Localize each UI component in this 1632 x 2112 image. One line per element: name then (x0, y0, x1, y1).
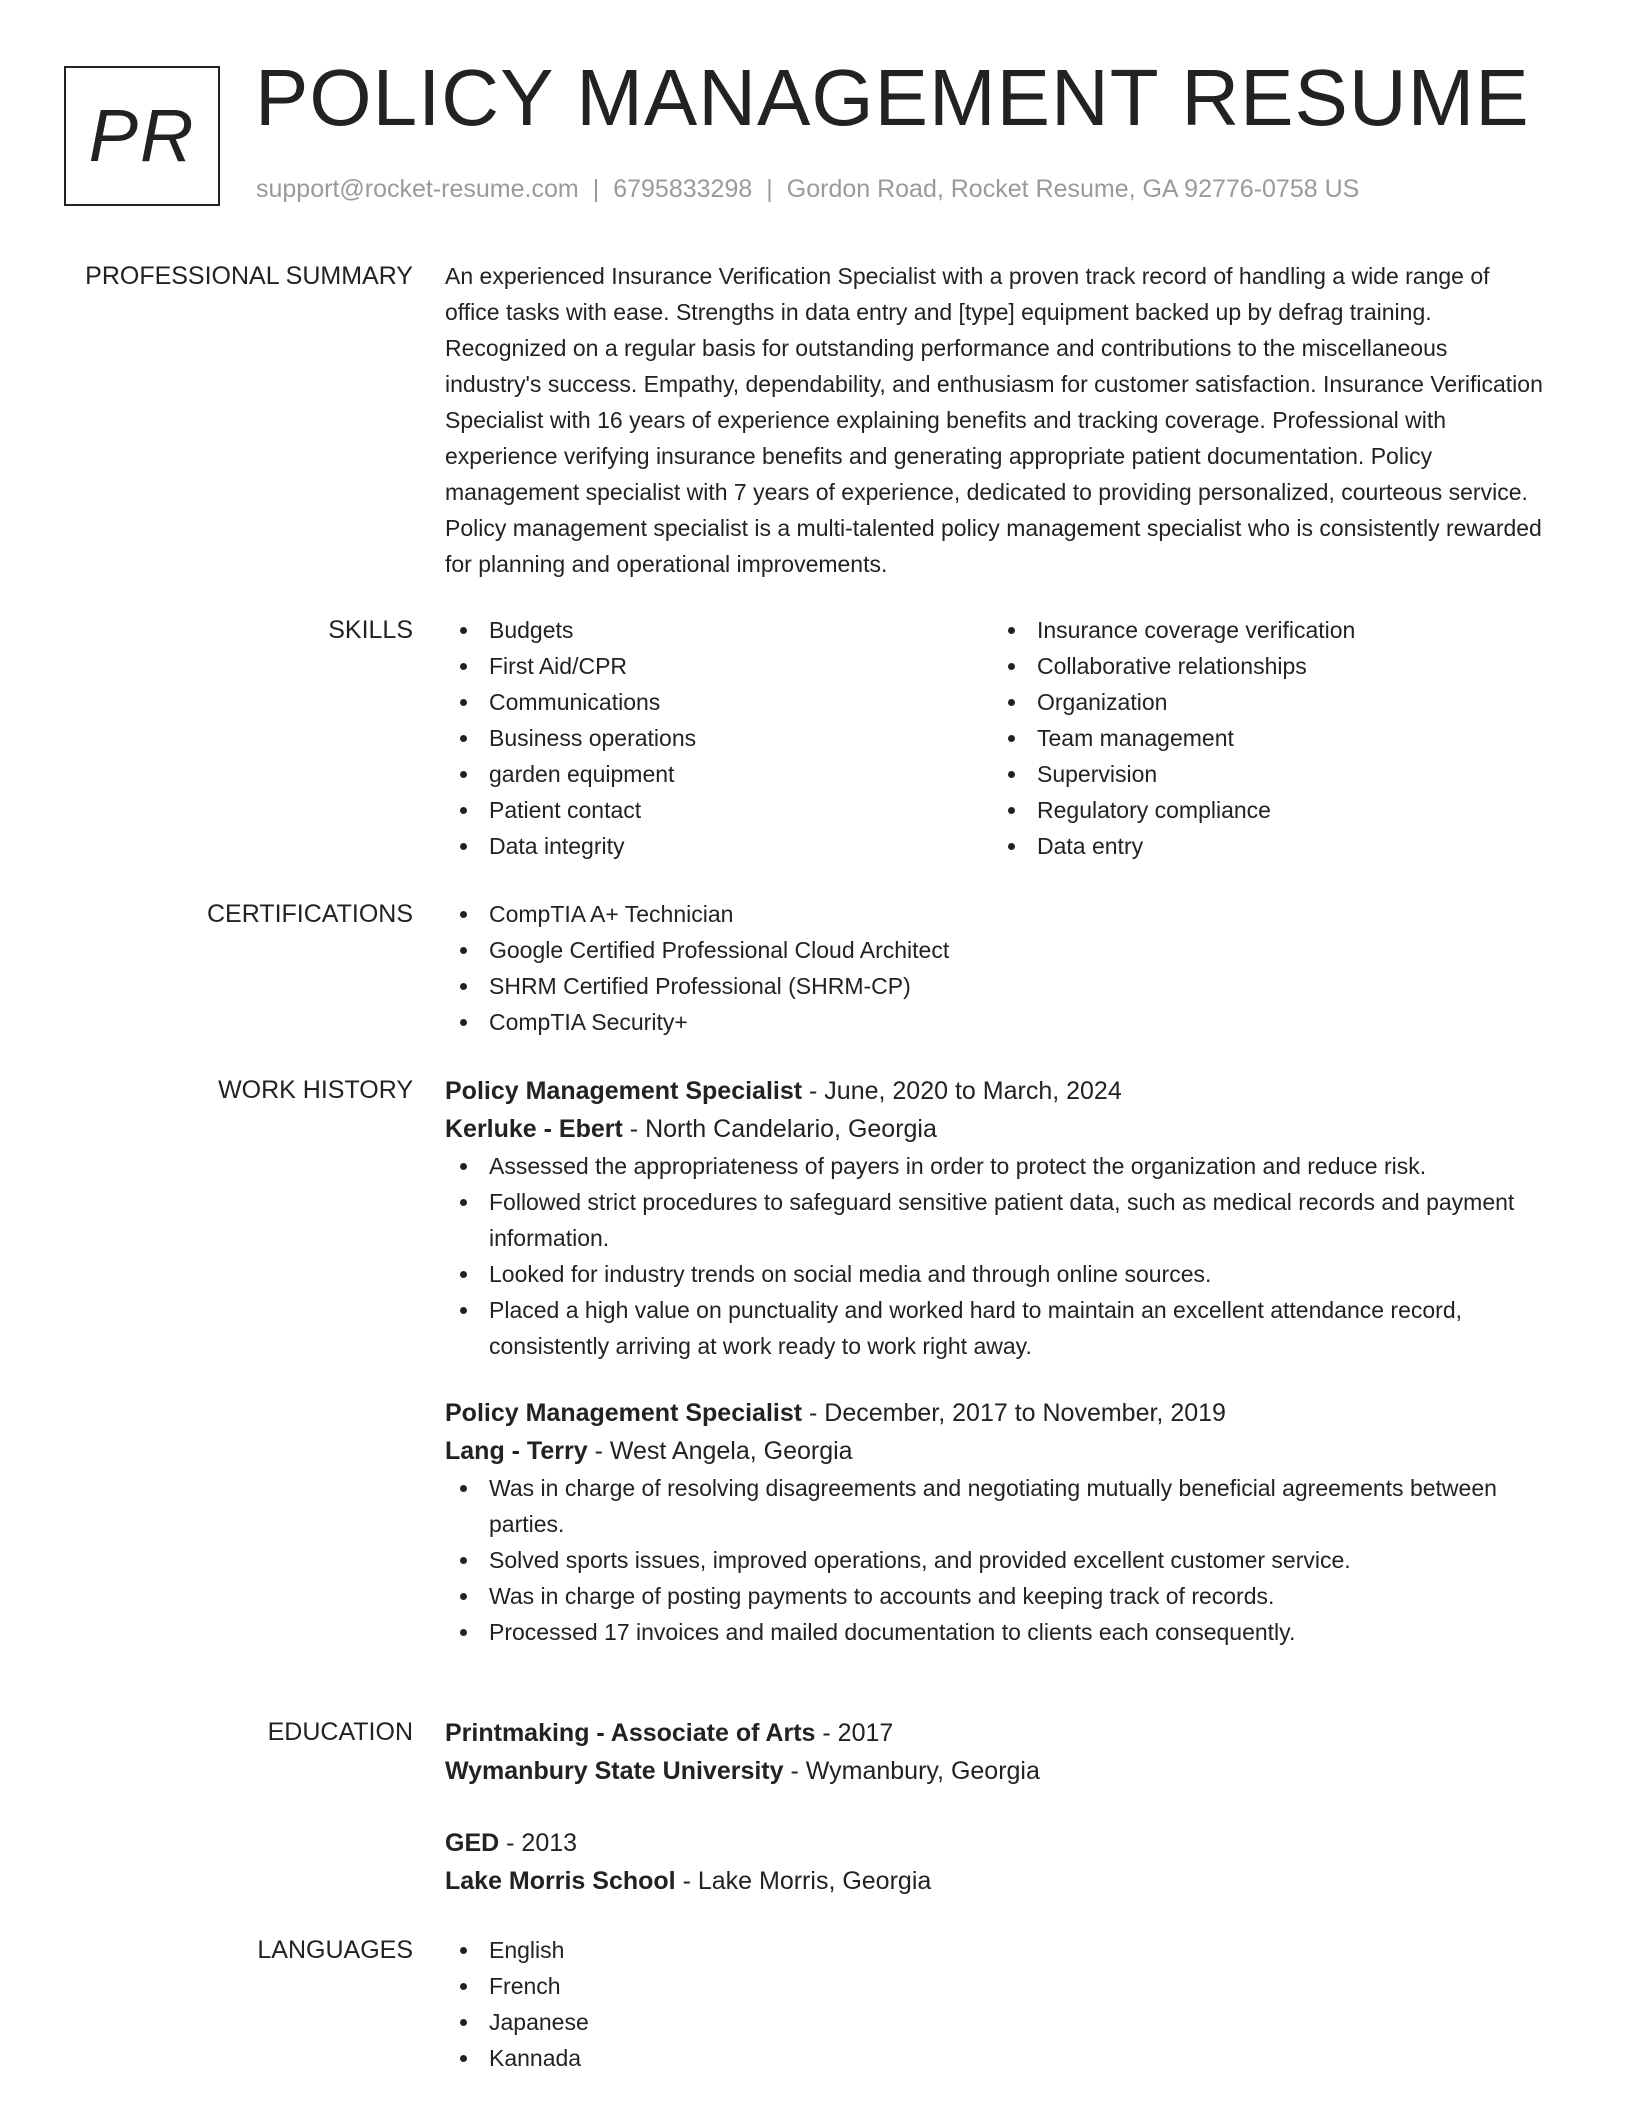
contact-phone[interactable]: 6795833298 (613, 175, 753, 203)
language-item: English (445, 1932, 1545, 1968)
education-entry (445, 1824, 1545, 1900)
section-heading: EDUCATION (267, 1718, 413, 1746)
skill-item: Data integrity (445, 828, 993, 864)
skill-item: Data entry (993, 828, 1541, 864)
job-bullet: Processed 17 invoices and mailed documentation to clients each consequently. (445, 1614, 1545, 1650)
job-bullets (445, 1148, 1545, 1364)
education-entry (445, 1714, 1545, 1790)
job-title-line (445, 1394, 1545, 1432)
job-bullet: Solved sports issues, improved operations, and provided excellent customer service. (445, 1542, 1545, 1578)
job-dates: - December, 2017 to November, 2019 (809, 1399, 1226, 1427)
certification-item: Google Certified Professional Cloud Architect (445, 932, 1545, 968)
job-title: Policy Management Specialist (445, 1077, 803, 1105)
certification-item: SHRM Certified Professional (SHRM-CP) (445, 968, 1545, 1004)
job-entry (445, 1072, 1545, 1364)
degree-line (445, 1714, 1545, 1752)
language-item: Japanese (445, 2004, 1545, 2040)
summary-text: An experienced Insurance Verification Specialist with a proven track record of handling a wide range of office tasks with ease. Strengths in data entry and [type] equipment backed up by defrag training. Recognized on a regular basis for outstanding performance and contributions to the miscellaneous industry's success. Empathy, dependability, and enthusiasm for customer satisfaction. Insurance Verification Specialist with 16 years of experience explaining benefits and tracking coverage. Professional with experience verifying insurance benefits and generating appropriate patient documentation. Policy management specialist with 7 years of experience, dedicated to providing personalized, courteous service. Policy management specialist is a multi-talented policy management specialist who is consistently rewarded for planning and operational improvements. (445, 263, 1543, 577)
job-location: - North Candelario, Georgia (629, 1115, 937, 1143)
skills-list-right (993, 612, 1541, 864)
section-heading: LANGUAGES (257, 1936, 413, 1964)
languages-list (445, 1932, 1545, 2076)
school: Wymanbury State University (445, 1757, 784, 1785)
job-company-line (445, 1110, 1545, 1148)
contact-email[interactable]: support@rocket-resume.com (256, 175, 579, 203)
certification-item: CompTIA Security+ (445, 1004, 1545, 1040)
summary-body (445, 258, 1545, 582)
monogram-initials: PR (88, 94, 196, 177)
school-location: - Wymanbury, Georgia (790, 1757, 1040, 1785)
school: Lake Morris School (445, 1867, 676, 1895)
job-company: Lang - Terry (445, 1437, 588, 1465)
contact-separator: | (592, 175, 600, 203)
job-bullet: Was in charge of resolving disagreements and negotiating mutually beneficial agreements between parties. (445, 1470, 1545, 1542)
job-title: Policy Management Specialist (445, 1399, 803, 1427)
entry-spacer (445, 1364, 1545, 1394)
skill-item: Team management (993, 720, 1541, 756)
school-line (445, 1862, 1545, 1900)
section-heading: SKILLS (328, 616, 413, 644)
skill-item: Patient contact (445, 792, 993, 828)
work-history-body (445, 1072, 1545, 1650)
job-location: - West Angela, Georgia (594, 1437, 853, 1465)
job-bullet: Assessed the appropriateness of payers in order to protect the organization and reduce risk. (445, 1148, 1545, 1184)
skill-item: Regulatory compliance (993, 792, 1541, 828)
degree-year: - 2013 (506, 1829, 578, 1857)
job-dates: - June, 2020 to March, 2024 (809, 1077, 1122, 1105)
school-line (445, 1752, 1545, 1790)
skill-item: Budgets (445, 612, 993, 648)
certification-item: CompTIA A+ Technician (445, 896, 1545, 932)
degree: GED (445, 1829, 500, 1857)
skill-item: garden equipment (445, 756, 993, 792)
monogram-box (64, 66, 220, 206)
language-item: Kannada (445, 2040, 1545, 2076)
job-title-line (445, 1072, 1545, 1110)
skill-item: Organization (993, 684, 1541, 720)
skill-item: Insurance coverage verification (993, 612, 1541, 648)
education-body (445, 1714, 1545, 1900)
skills-list-left (445, 612, 993, 864)
language-item: French (445, 1968, 1545, 2004)
job-company-line (445, 1432, 1545, 1470)
school-location: - Lake Morris, Georgia (682, 1867, 932, 1895)
section-heading: CERTIFICATIONS (206, 900, 413, 928)
degree-year: - 2017 (822, 1719, 894, 1747)
skill-item: Communications (445, 684, 993, 720)
degree-line (445, 1824, 1545, 1862)
section-heading: WORK HISTORY (218, 1076, 413, 1104)
certifications-list (445, 896, 1545, 1040)
job-entry (445, 1394, 1545, 1650)
contact-separator: | (766, 175, 773, 203)
skill-item: Supervision (993, 756, 1541, 792)
job-bullet: Was in charge of posting payments to accounts and keeping track of records. (445, 1578, 1545, 1614)
job-bullets (445, 1470, 1545, 1650)
job-company: Kerluke - Ebert (445, 1115, 623, 1143)
languages-body (445, 1932, 1545, 2076)
job-bullet: Placed a high value on punctuality and worked hard to maintain an excellent attendance record, consistently arriving at work ready to work right away. (445, 1292, 1545, 1364)
degree: Printmaking - Associate of Arts (445, 1719, 816, 1747)
contact-line (256, 175, 1359, 204)
job-bullet: Looked for industry trends on social media and through online sources. (445, 1256, 1545, 1292)
job-bullet: Followed strict procedures to safeguard sensitive patient data, such as medical records and payment information. (445, 1184, 1545, 1256)
certifications-body (445, 896, 1545, 1040)
skill-item: Business operations (445, 720, 993, 756)
resume-title: POLICY MANAGEMENT RESUME (255, 53, 1530, 142)
skill-item: First Aid/CPR (445, 648, 993, 684)
entry-spacer (445, 1790, 1545, 1824)
contact-address: Gordon Road, Rocket Resume, GA 92776-0758 US (786, 175, 1360, 203)
skills-grid (445, 612, 1545, 864)
skill-item: Collaborative relationships (993, 648, 1541, 684)
section-heading: PROFESSIONAL SUMMARY (85, 262, 413, 290)
